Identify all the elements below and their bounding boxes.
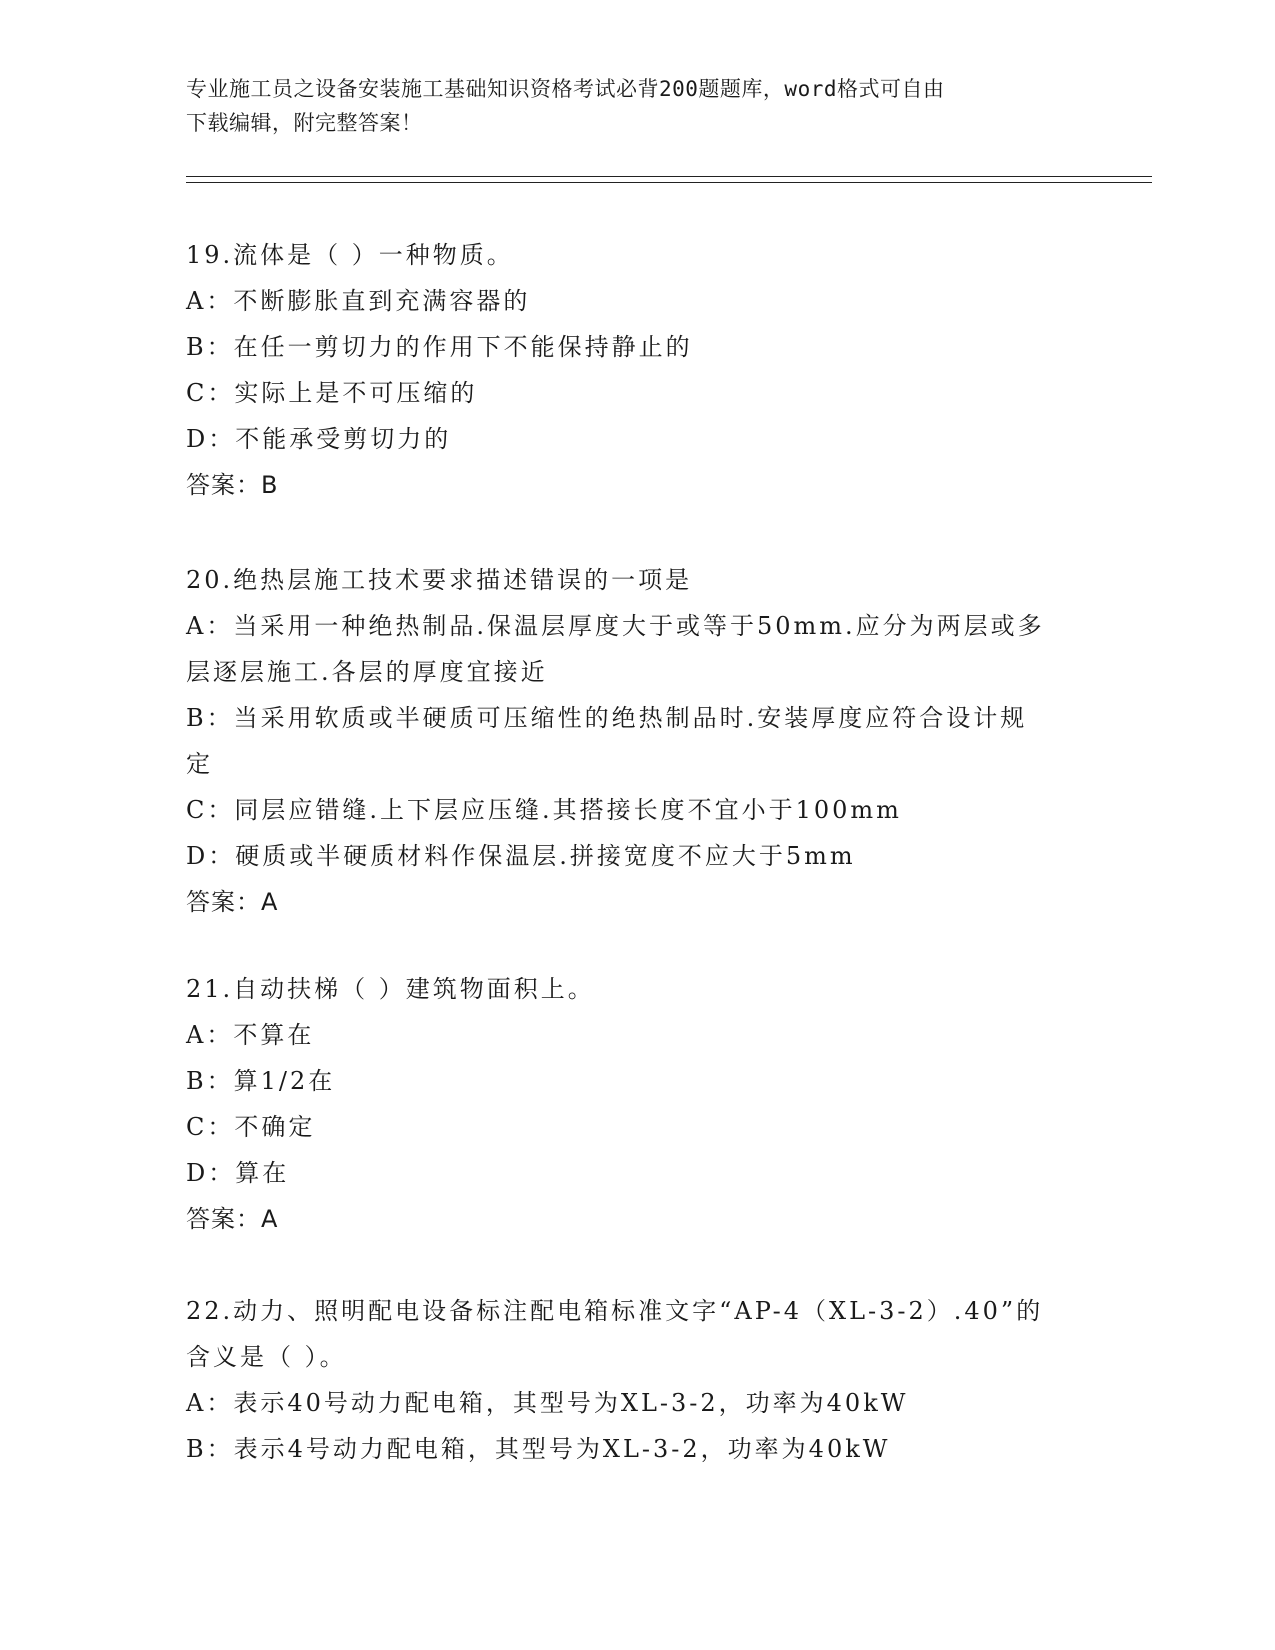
option-a: A：当采用一种绝热制品.保温层厚度大于或等于50mm.应分为两层或多层逐层施工.各层的厚度宜接近 xyxy=(186,612,1045,686)
header-title-line-2: 下载编辑，附完整答案！ xyxy=(186,111,423,135)
option-b: B：在任一剪切力的作用下不能保持静止的 xyxy=(186,333,693,361)
question-20 xyxy=(186,557,1086,925)
question-stem: 21.自动扶梯（ ）建筑物面积上。 xyxy=(186,975,595,1003)
header-divider-top xyxy=(186,176,1152,177)
option-c: C：不确定 xyxy=(186,1113,316,1141)
question-21 xyxy=(186,966,1086,1242)
option-a: A：不算在 xyxy=(186,1021,315,1049)
question-stem: 20.绝热层施工技术要求描述错误的一项是 xyxy=(186,566,693,594)
answer-label: 答案：A xyxy=(186,888,279,916)
document-header xyxy=(186,72,1066,140)
option-b: B：算1/2在 xyxy=(186,1067,336,1095)
header-divider-bottom xyxy=(186,182,1152,183)
question-stem: 19.流体是（ ）一种物质。 xyxy=(186,241,514,269)
option-d: D：不能承受剪切力的 xyxy=(186,425,452,453)
option-d: D：算在 xyxy=(186,1159,290,1187)
question-stem: 22.动力、照明配电设备标注配电箱标准文字“AP-4（XL-3-2）.40”的含义是（ ）。 xyxy=(186,1297,1044,1371)
option-b: B：当采用软质或半硬质可压缩性的绝热制品时.安装厚度应符合设计规定 xyxy=(186,704,1028,778)
header-title-line-1: 专业施工员之设备安装施工基础知识资格考试必背200题题库，word格式可自由 xyxy=(186,77,945,101)
question-19 xyxy=(186,232,1086,508)
option-c: C：实际上是不可压缩的 xyxy=(186,379,478,407)
option-a: A：不断膨胀直到充满容器的 xyxy=(186,287,531,315)
option-c: C：同层应错缝.上下层应压缝.其搭接长度不宜小于100mm xyxy=(186,796,902,824)
answer-label: 答案：A xyxy=(186,1205,279,1233)
option-a: A：表示40号动力配电箱，其型号为XL-3-2，功率为40kW xyxy=(186,1389,909,1417)
answer-label: 答案：B xyxy=(186,471,279,499)
question-22 xyxy=(186,1288,1086,1472)
option-d: D：硬质或半硬质材料作保温层.拼接宽度不应大于5mm xyxy=(186,842,856,870)
option-b: B：表示4号动力配电箱，其型号为XL-3-2，功率为40kW xyxy=(186,1435,891,1463)
